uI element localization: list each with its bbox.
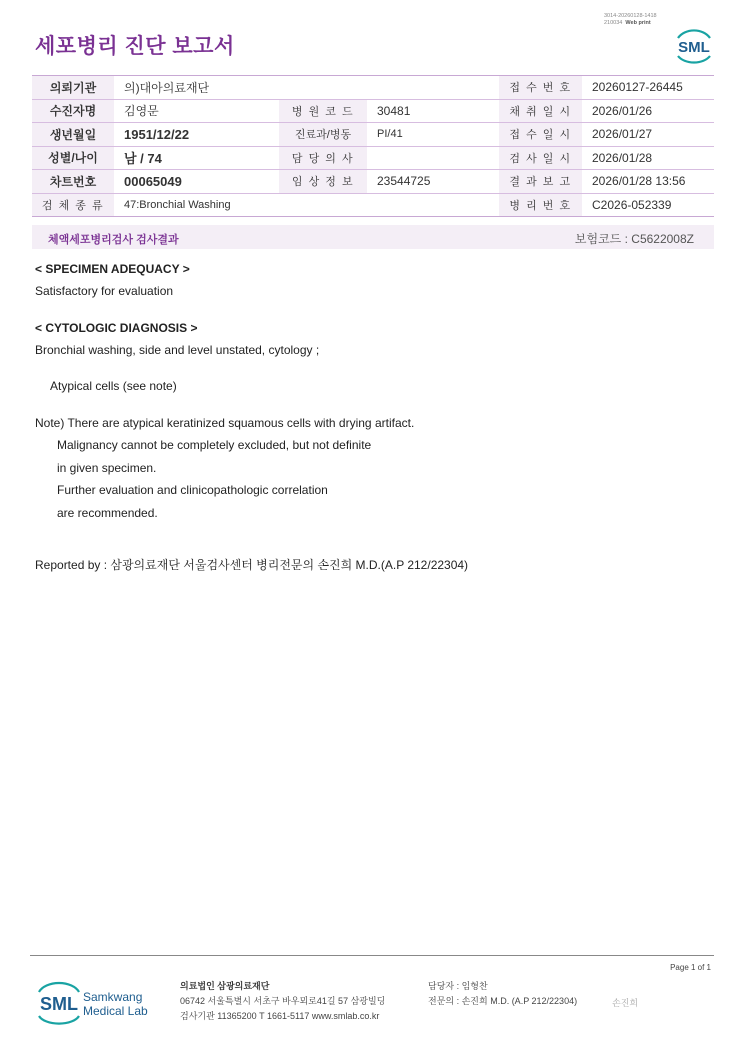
sml-logo-bottom-text: SML	[40, 994, 78, 1014]
note-line4: Further evaluation and clinicopathologic correlation	[57, 483, 328, 497]
exam-date-label: 검 사 일 시	[499, 146, 582, 170]
diagnosis-line2: Atypical cells (see note)	[50, 379, 177, 393]
print-code	[604, 13, 657, 27]
footer-contact: 검사기관 11365200 T 1661-5117 www.smlab.co.kr	[180, 1011, 380, 1021]
specimen-label: 검 체 종 류	[32, 193, 114, 217]
sml-logo-bottom	[36, 980, 156, 1026]
client-label: 의뢰기관	[32, 76, 114, 100]
patient-info-table	[32, 75, 714, 217]
info-row-3	[32, 123, 714, 147]
report-title: 세포병리 진단 보고서	[35, 35, 235, 58]
result-section-bar	[32, 225, 714, 249]
dept-value: PI/41	[367, 123, 499, 147]
staff-label: 담당자 :	[428, 981, 460, 991]
clinical-label: 임 상 정 보	[279, 170, 367, 194]
collect-date-value: 2026/01/26	[582, 99, 714, 123]
specialist-signature: 손진희	[612, 998, 639, 1008]
doctor-label: 담 당 의 사	[279, 146, 367, 170]
footer-org-name: 의료법인 삼광의료재단	[180, 981, 270, 991]
hospital-code-label: 병 원 코 드	[279, 99, 367, 123]
sex-age-label: 성별/나이	[32, 146, 114, 170]
page-number: Page 1 of 1	[670, 963, 711, 972]
info-row-5	[32, 170, 714, 194]
print-label: Web print	[625, 20, 651, 26]
sml-logo-top	[672, 26, 716, 64]
specialist-value: 손진희 M.D. (A.P 212/22304)	[461, 996, 578, 1006]
info-row-6	[32, 193, 714, 217]
footer-org-block	[180, 979, 385, 1024]
receipt-date-label: 접 수 일 시	[499, 123, 582, 147]
client-value: 의)대아의료재단	[114, 76, 499, 100]
note-line5: are recommended.	[57, 506, 158, 520]
exam-date-value: 2026/01/28	[582, 146, 714, 170]
logo-name-line2: Medical Lab	[83, 1004, 148, 1018]
info-row-2	[32, 99, 714, 123]
adequacy-text: Satisfactory for evaluation	[35, 284, 174, 298]
chart-value: 00065049	[114, 170, 279, 194]
insurance-code: 보험코드 : C5622008Z	[574, 232, 694, 246]
clinical-value: 23544725	[367, 170, 499, 194]
footer-staff-block	[428, 979, 577, 1009]
receipt-date-value: 2026/01/27	[582, 123, 714, 147]
logo-name-line1: Samkwang	[83, 990, 143, 1004]
result-report-value: 2026/01/28 13:56	[582, 170, 714, 194]
birth-label: 생년월일	[32, 123, 114, 147]
chart-label: 차트번호	[32, 170, 114, 194]
info-row-1	[32, 76, 714, 100]
sex-age-value: 남 / 74	[114, 146, 279, 170]
doctor-value	[367, 146, 499, 170]
note-line1: Note) There are atypical keratinized squamous cells with drying artifact.	[35, 416, 415, 430]
collect-date-label: 채 취 일 시	[499, 99, 582, 123]
dept-label: 진료과/병동	[279, 123, 367, 147]
receipt-no-label: 접 수 번 호	[499, 76, 582, 100]
result-report-label: 결 과 보 고	[499, 170, 582, 194]
receipt-no-value: 20260127-26445	[582, 76, 714, 100]
patient-value: 김영문	[114, 99, 279, 123]
specialist-label: 전문의 :	[428, 996, 460, 1006]
footer-address: 06742 서울특별시 서초구 바우뫼로41길 57 삼광빌딩	[180, 996, 386, 1006]
path-no-label: 병 리 번 호	[499, 193, 582, 217]
patient-label: 수진자명	[32, 99, 114, 123]
diagnosis-heading: < CYTOLOGIC DIAGNOSIS >	[35, 321, 198, 335]
info-row-4	[32, 146, 714, 170]
path-no-value: C2026-052339	[582, 193, 714, 217]
hospital-code-value: 30481	[367, 99, 499, 123]
adequacy-heading: < SPECIMEN ADEQUACY >	[35, 262, 190, 276]
note-line2: Malignancy cannot be completely excluded, but not definite	[57, 438, 372, 452]
specimen-value: 47:Bronchial Washing	[114, 193, 499, 217]
print-code-line1: 3014-20260128-1418	[604, 13, 657, 19]
print-code-line2: 210034	[604, 20, 623, 26]
result-section-title: 체액세포병리검사 검사결과	[48, 234, 179, 246]
sml-logo-top-text: SML	[678, 39, 710, 56]
reported-by: Reported by : 삼광의료재단 서울검사센터 병리전문의 손진희 M.D.(A.P 212/22304)	[35, 558, 469, 572]
footer-divider	[30, 955, 714, 956]
note-line3: in given specimen.	[57, 461, 157, 475]
birth-value: 1951/12/22	[114, 123, 279, 147]
diagnosis-line1: Bronchial washing, side and level unstated, cytology ;	[35, 343, 320, 357]
staff-value: 임형찬	[461, 981, 488, 991]
